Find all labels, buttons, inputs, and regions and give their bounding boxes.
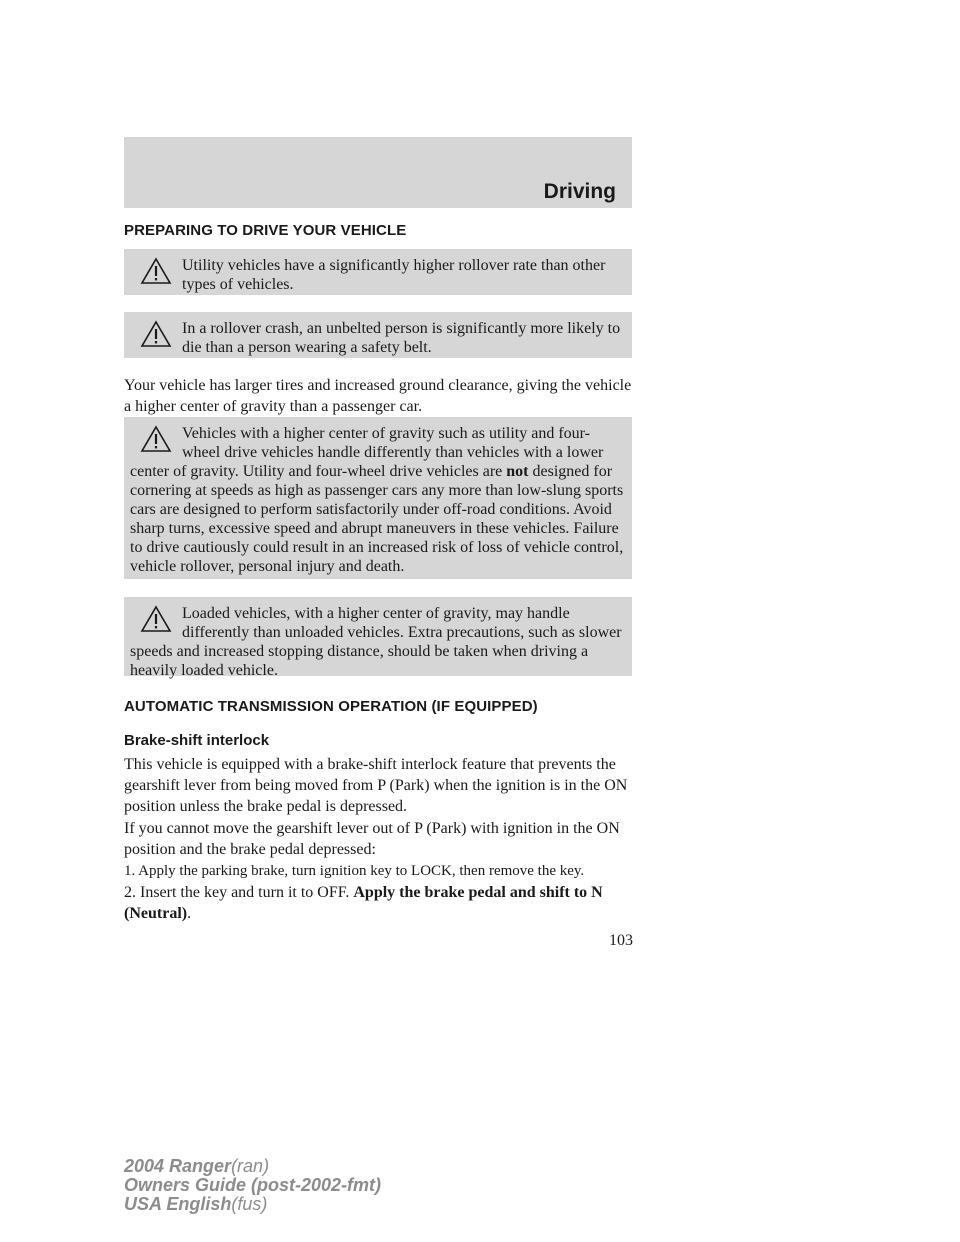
step-2 [124,882,634,924]
footer [124,1157,381,1214]
page-number: 103 [609,932,633,949]
step-1: 1. Apply the parking brake, turn ignition key to LOCK, then remove the key. [124,863,585,879]
warning-triangle-icon [140,604,172,634]
warning-triangle-icon [140,319,172,349]
heading-preparing: PREPARING TO DRIVE YOUR VEHICLE [124,222,407,239]
warning-box [124,417,632,579]
step-2-emphasis: Apply the brake pedal and shift to N (Neutral) [124,884,603,922]
warning-box [124,249,632,295]
footer-model-code: (ran) [231,1156,270,1176]
warning-emphasis: not [506,463,529,480]
section-header-band [124,137,632,208]
paragraph: Your vehicle has larger tires and increased ground clearance, giving the vehicle a higher center of gravity than a passenger car. [124,377,632,415]
subheading-brake-shift-interlock: Brake-shift interlock [124,732,270,749]
warning-text: In a rollover crash, an unbelted person is significantly more likely to die than a person wearing a safety belt. [182,320,621,356]
warning-text: Utility vehicles have a significantly higher rollover rate than other types of vehicles. [182,257,606,293]
warning-box [124,597,632,679]
footer-model: 2004 Ranger [124,1156,232,1176]
warning-triangle-icon [140,256,172,286]
footer-language-code: (fus) [231,1194,268,1214]
paragraph: If you cannot move the gearshift lever out of P (Park) with ignition in the ON position and the brake pedal depressed: [124,820,620,858]
warning-text: Vehicles with a higher center of gravity such as utility and four-wheel drive vehicles handle differently than vehicles with a lower center of gravity. Utility and four-wheel drive vehicles are [130,425,604,480]
step-2-end: . [187,905,192,922]
warning-box [124,312,632,358]
warning-text: Loaded vehicles, with a higher center of gravity, may handle differently than unloaded vehicles. Extra precautions, such as slower speeds and increased stopping distance, should be taken when driving a heavily loaded vehicle. [130,605,622,679]
footer-language: USA English [124,1194,232,1214]
footer-guide: Owners Guide (post-2002-fmt) [124,1175,382,1195]
heading-automatic-transmission: AUTOMATIC TRANSMISSION OPERATION (IF EQUIPPED) [124,698,538,715]
paragraph: This vehicle is equipped with a brake-shift interlock feature that prevents the gearshift lever from being moved from P (Park) when the ignition is in the ON position unless the brake pedal is depressed. [124,756,628,815]
section-title: Driving [543,180,616,203]
step-2-text: 2. Insert the key and turn it to OFF. [124,884,354,901]
warning-triangle-icon [140,424,172,454]
warning-text: designed for cornering at speeds as high as passenger cars any more than low-slung sports cars are designed to perform satisfactorily under off-road conditions. Avoid sharp turns, excessive speed and abrupt maneuvers in these vehicles. Failure to drive cautiously could result in an increased risk of loss of vehicle control, vehicle rollover, personal injury and death. [130,463,624,575]
